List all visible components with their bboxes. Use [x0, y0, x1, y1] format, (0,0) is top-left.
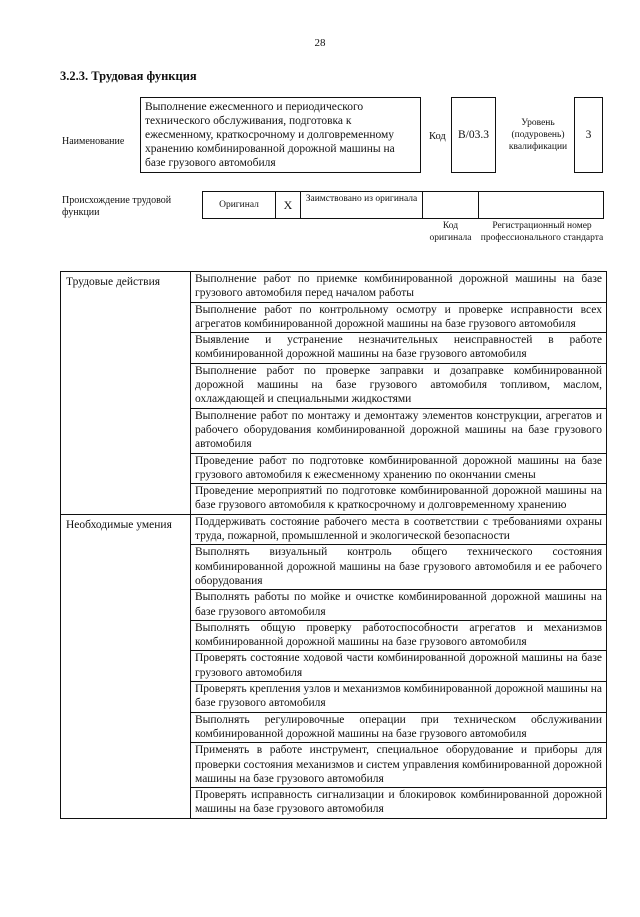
list-item: Проведение работ по подготовке комбинированной дорожной машины на базе грузового автомобиля к ежесменному хранению по окончании смены: [191, 454, 606, 485]
reg-number-cell: [478, 191, 604, 219]
list-item: Выполнять общую проверку работоспособности агрегатов и механизмов комбинированной дорожной машины на базе грузового автомобиля: [191, 621, 606, 652]
code-original-cell: [422, 191, 479, 219]
function-name: Выполнение ежесменного и периодического технического обслуживания, подготовка к ежесменному, краткосрочному и долговременному хранению комбинированной дорожной машины на базе грузового автомобиля: [140, 97, 421, 173]
list-item: Выполнение работ по приемке комбинированной дорожной машины на базе грузового автомобиля перед началом работы: [191, 272, 606, 303]
section-items: [191, 514, 607, 818]
list-item: Проверять исправность сигнализации и блокировок комбинированной дорожной машины на базе грузового автомобиля: [195, 789, 602, 816]
original-mark: X: [275, 191, 301, 219]
level-label: Уровень (подуровень) квалификации: [508, 118, 568, 152]
section-title: 3.2.3. Трудовая функция: [60, 69, 197, 83]
section-label: Трудовые действия: [61, 272, 191, 515]
list-item: Выявление и устранение незначительных неисправностей в работе комбинированной дорожной машины на базе грузового автомобиля: [191, 333, 606, 364]
list-item: Проверять состояние ходовой части комбинированной дорожной машины на базе грузового автомобиля: [191, 651, 606, 682]
section-label: Необходимые умения: [61, 514, 191, 818]
list-item: Выполнение работ по проверке заправки и дозаправке комбинированной дорожной машины на базе грузового автомобиля топливом, маслом, охлаждающей и специальными жидкостями: [191, 364, 606, 409]
code-value: B/03.3: [451, 97, 496, 173]
reg-number-caption: Регистрационный номер профессионального стандарта: [480, 221, 604, 243]
level-value: 3: [574, 97, 603, 173]
list-item: Проверять крепления узлов и механизмов комбинированной дорожной машины на базе грузового автомобиля: [191, 682, 606, 713]
list-item: Выполнение работ по контрольному осмотру и проверке исправности всех агрегатов комбинированной дорожной машины на базе грузового автомобиля: [191, 303, 606, 334]
name-label: Наименование: [62, 136, 125, 147]
list-item: Применять в работе инструмент, специальное оборудование и приборы для проверки состояния механизмов и систем управления комбинированной дорожной машины на базе грузового автомобиля: [191, 743, 606, 788]
borrowed-label: Заимствовано из оригинала: [300, 191, 423, 219]
list-item: Выполнение работ по монтажу и демонтажу элементов конструкции, агрегатов и рабочего оборудования комбинированной дорожной машины на базе грузового автомобиля: [191, 409, 606, 454]
section-items: [191, 272, 607, 515]
list-item: Поддерживать состояние рабочего места в соответствии с требованиями охраны труда, пожарной, промышленной и экологической безопасности: [191, 515, 606, 546]
list-item: Проведение мероприятий по подготовке комбинированной дорожной машины на базе грузового автомобиля к краткосрочному и долговременному хранению: [195, 485, 602, 512]
page-number: 28: [314, 37, 326, 49]
code-label: Код: [429, 131, 446, 142]
origin-label: Происхождение трудовой функции: [62, 195, 172, 218]
list-item: Выполнять регулировочные операции при техническом обслуживании комбинированной дорожной машины на базе грузового автомобиля: [191, 713, 606, 744]
original-label: Оригинал: [202, 191, 276, 219]
table-row: [61, 514, 607, 818]
list-item: Выполнять визуальный контроль общего технического состояния комбинированной дорожной машины на базе грузового автомобиля и ее рабочего оборудования: [191, 545, 606, 590]
list-item: Выполнять работы по мойке и очистке комбинированной дорожной машины на базе грузового автомобиля: [191, 590, 606, 621]
table-row: [61, 272, 607, 515]
function-table: [60, 271, 607, 819]
code-original-caption: Код оригинала: [429, 221, 472, 243]
